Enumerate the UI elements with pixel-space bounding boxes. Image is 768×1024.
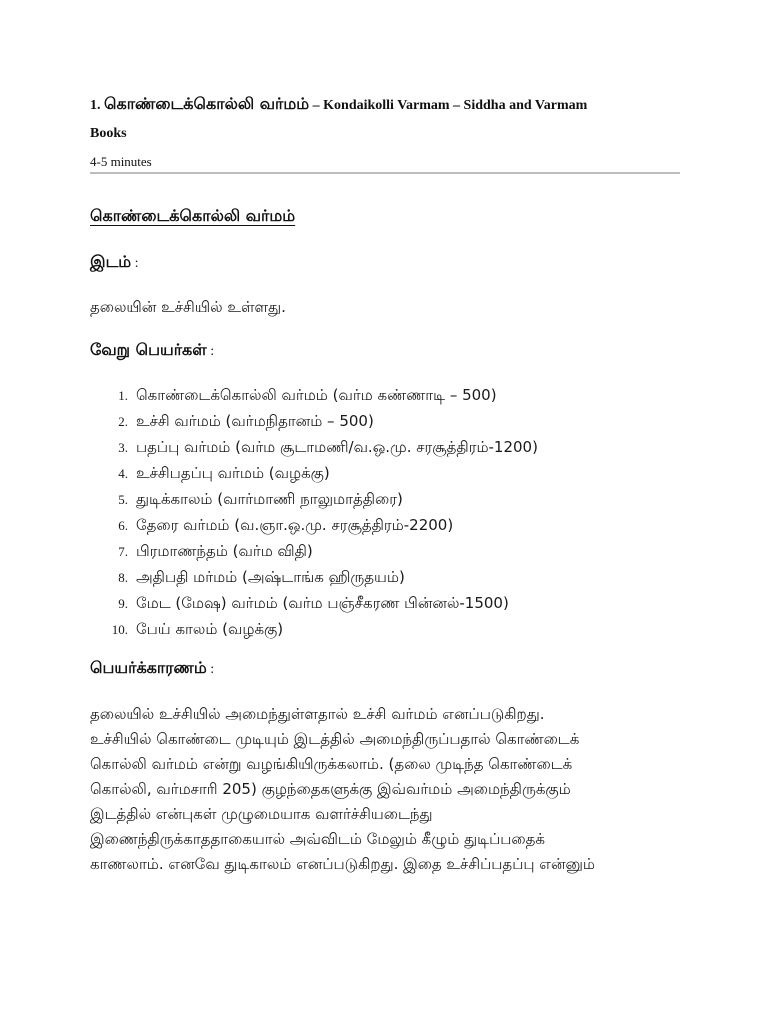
list-number: 7. — [118, 544, 128, 559]
name-reason-heading — [90, 658, 214, 679]
other-names-list — [90, 382, 680, 642]
list-number: 1. — [118, 388, 128, 403]
location-colon: : — [131, 256, 139, 271]
list-item — [90, 538, 680, 564]
divider — [90, 172, 680, 174]
list-text: அதிபதி மர்மம் (அஷ்டாங்க ஹிருதயம்) — [136, 568, 405, 586]
title-english: – Kondaikolli Varmam – Siddha and Varmam — [309, 98, 588, 113]
list-number: 8. — [118, 570, 128, 585]
list-item — [90, 382, 680, 408]
name-reason-paragraph — [90, 702, 680, 877]
list-text: பதப்பு வர்மம் (வர்ம சூடாமணி/வ.ஒ.மு. சரசூத்திரம்-1200) — [136, 438, 538, 456]
paragraph-line: இணைந்திருக்காததாகையால் அவ்விடம் மேலும் கீழும் துடிப்பதைக் — [90, 830, 545, 848]
title-line2: Books — [90, 126, 127, 141]
list-number: 10. — [111, 622, 128, 637]
list-text: உச்சிபதப்பு வர்மம் (வழக்கு) — [136, 464, 330, 482]
list-text: உச்சி வர்மம் (வர்மநிதானம் – 500) — [136, 412, 374, 430]
other-names-heading — [90, 340, 214, 361]
list-number: 6. — [118, 518, 128, 533]
list-number: 2. — [118, 414, 128, 429]
list-item — [90, 616, 680, 642]
location-heading — [90, 252, 139, 273]
list-number: 5. — [118, 492, 128, 507]
list-text: கொண்டைக்கொல்லி வர்மம் (வர்ம கண்ணாடி – 500) — [136, 386, 497, 404]
paragraph-line: கொல்லி வர்மம் என்று வழங்கியிருக்கலாம். (தலை முடிந்த கொண்டைக் — [90, 755, 573, 773]
list-item — [90, 460, 680, 486]
list-number: 9. — [118, 596, 128, 611]
list-text: மேட (மேஷ) வர்மம் (வர்ம பஞ்சீகரண பின்னல்-1500) — [136, 594, 509, 612]
name-reason-label: பெயர்க்காரணம் — [90, 658, 207, 677]
location-label: இடம் — [90, 252, 132, 271]
paragraph-line: காணலாம். எனவே துடிகாலம் எனப்படுகிறது. இதை உச்சிப்பதப்பு என்னும் — [90, 855, 596, 873]
paragraph-line: இடத்தில் என்புகள் முழுமையாக வளர்ச்சியடைந்து — [90, 805, 433, 823]
title-number: 1. — [90, 98, 101, 113]
list-text: தேரை வர்மம் (வ.ஞா.ஒ.மு. சரசூத்திரம்-2200) — [136, 516, 454, 534]
list-text: துடிக்காலம் (வார்மாணி நாலுமாத்திரை) — [136, 490, 403, 508]
list-item — [90, 512, 680, 538]
paragraph-line: உச்சியில் கொண்டை முடியும் இடத்தில் அமைந்திருப்பதால் கொண்டைக் — [90, 730, 580, 748]
read-time: 4-5 minutes — [90, 154, 152, 169]
list-text: பிரமாணந்தம் (வர்ம விதி) — [136, 542, 313, 560]
other-names-colon: : — [206, 344, 215, 359]
list-text: பேய் காலம் (வழக்கு) — [136, 620, 284, 638]
list-item — [90, 434, 680, 460]
title-tamil: கொண்டைக்கொல்லி வர்மம் — [104, 94, 310, 113]
list-item — [90, 486, 680, 512]
list-number: 4. — [118, 466, 128, 481]
section-heading: கொண்டைக்கொல்லி வர்மம் — [90, 206, 296, 225]
article-title — [90, 90, 680, 148]
paragraph-line: தலையில் உச்சியில் அமைந்துள்ளதால் உச்சி வர்மம் எனப்படுகிறது. — [90, 705, 545, 723]
list-item — [90, 408, 680, 434]
location-text: தலையின் உச்சியில் உள்ளது. — [90, 298, 286, 316]
other-names-label: வேறு பெயர்கள் — [90, 340, 207, 359]
list-item — [90, 564, 680, 590]
name-reason-colon: : — [206, 662, 215, 677]
paragraph-line: கொல்லி, வர்மசாரி 205) குழந்தைகளுக்கு இவ்வர்மம் அமைந்திருக்கும் — [90, 780, 571, 798]
list-number: 3. — [118, 440, 128, 455]
list-item — [90, 590, 680, 616]
